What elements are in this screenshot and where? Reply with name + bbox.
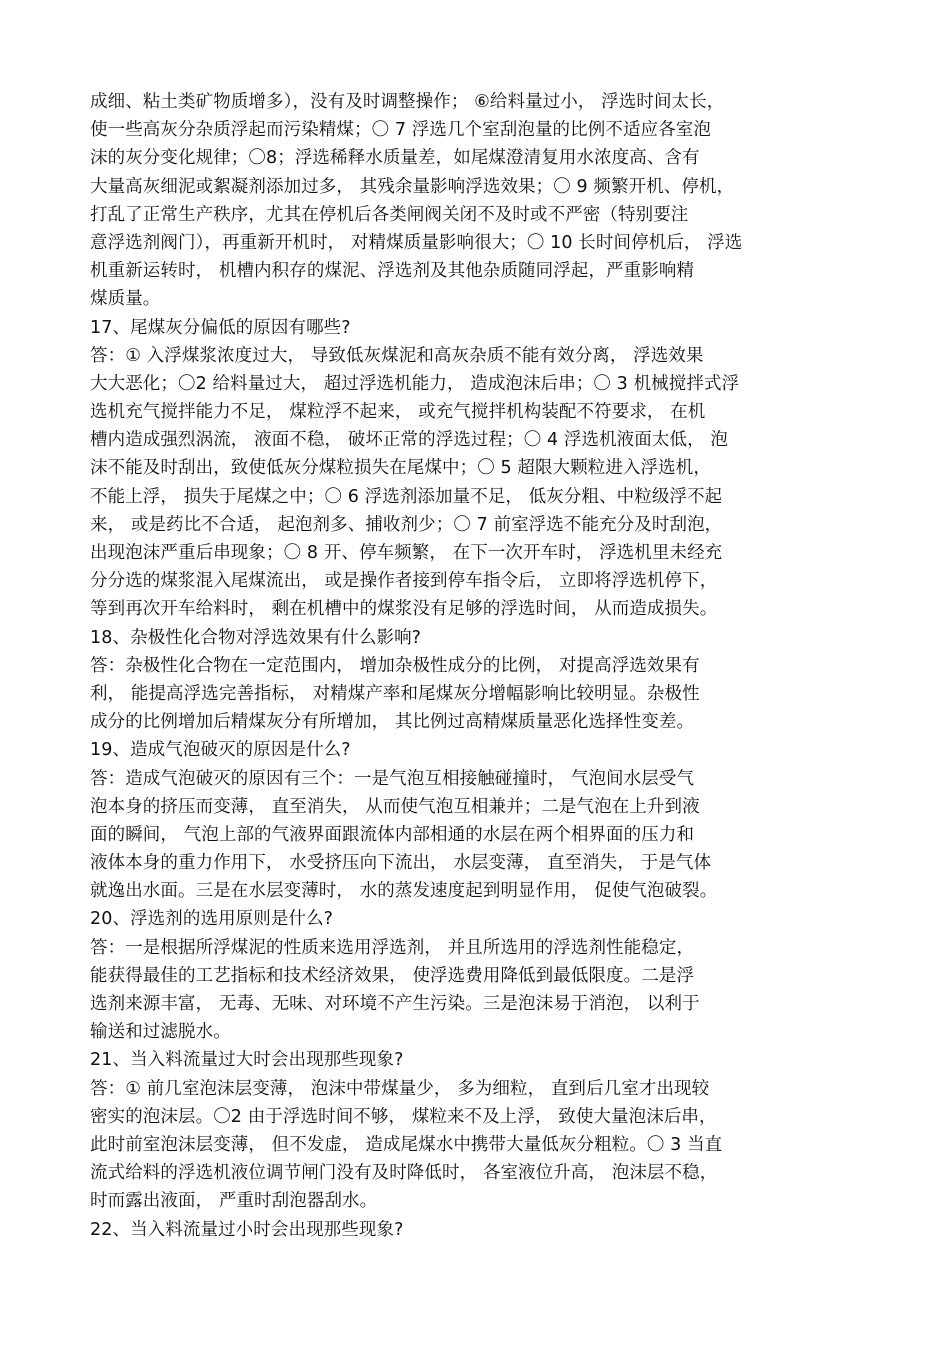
text-line: 沫的灰分变化规律；〇8；浮选稀释水质量差，如尾煤澄清复用水浓度高、含有 [90, 148, 700, 169]
text-line: 大大恶化；〇2 给料量过大， 超过浮选机能力， 造成泡沫后串；〇 3 机械搅拌式浮 [90, 373, 740, 394]
text-line: 利， 能提高浮选完善指标， 对精煤产率和尾煤灰分增幅影响比较明显。杂极性 [90, 683, 700, 704]
text-line: 出现泡沫严重后串现象；〇 8 开、停车频繁， 在下一次开车时， 浮选机里未经充 [90, 543, 723, 563]
text-line: 选剂来源丰富， 无毒、无味、对环境不产生污染。三是泡沫易于消泡， 以利于 [90, 994, 700, 1014]
text-line: 时而露出液面， 严重时刮泡器刮水。 [90, 1191, 378, 1212]
text-line: 等到再次开车给料时， 剩在机槽中的煤浆没有足够的浮选时间， 从而造成损失。 [90, 599, 718, 620]
question-heading: 17、尾煤灰分偏低的原因有哪些? [90, 317, 351, 338]
text-line: 煤质量。 [90, 289, 161, 310]
text-line: 答：杂极性化合物在一定范围内， 增加杂极性成分的比例， 对提高浮选效果有 [90, 655, 700, 676]
question-heading: 22、当入料流量过小时会出现那些现象? [90, 1219, 404, 1240]
text-line: 大量高灰细泥或絮凝剂添加过多， 其残余量影响浮选效果；〇 9 频繁开机、停机， [90, 176, 735, 197]
text-line: 能获得最佳的工艺指标和技术经济效果， 使浮选费用降低到最低限度。二是浮 [90, 965, 695, 986]
text-line: 槽内造成强烈涡流， 液面不稳， 破坏正常的浮选过程；〇 4 浮选机液面太低， 泡 [90, 430, 728, 451]
text-line: 液体本身的重力作用下， 水受挤压向下流出， 水层变薄， 直至消失， 于是气体 [90, 853, 712, 874]
text-line: 答：① 前几室泡沫层变薄， 泡沫中带煤量少， 多为细粒， 直到后几室才出现较 [90, 1078, 710, 1099]
text-line: 此时前室泡沫层变薄， 但不发虚， 造成尾煤水中携带大量低灰分粗粒。〇 3 当直 [90, 1134, 723, 1155]
text-line: 沫不能及时刮出，致使低灰分煤粒损失在尾煤中；〇 5 超限大颗粒进入浮选机， [90, 458, 711, 479]
text-line: 意浮选剂阀门），再重新开机时， 对精煤质量影响很大；〇 10 长时间停机后， 浮选 [90, 232, 743, 253]
text-line: 成细、粘土类矿物质增多），没有及时调整操作； ⑥给料量过小， 浮选时间太长， [90, 92, 725, 112]
question-heading: 20、浮选剂的选用原则是什么? [90, 909, 334, 930]
text-line: 打乱了正常生产秩序，尤其在停机后各类闸阀关闭不及时或不严密（特别要注 [90, 204, 689, 225]
document-body [90, 88, 870, 1244]
text-line: 成分的比例增加后精煤灰分有所增加， 其比例过高精煤质量恶化选择性变差。 [90, 712, 695, 733]
text-line: 就逸出水面。三是在水层变薄时， 水的蒸发速度起到明显作用， 促使气泡破裂。 [90, 881, 718, 902]
question-heading: 18、杂极性化合物对浮选效果有什么影响? [90, 627, 422, 648]
text-line: 泡本身的挤压而变薄， 直至消失， 从而使气泡互相兼并；二是气泡在上升到液 [90, 796, 700, 817]
text-line: 面的瞬间， 气泡上部的气液界面跟流体内部相通的水层在两个相界面的压力和 [90, 824, 695, 845]
text-line: 机重新运转时， 机槽内积存的煤泥、浮选剂及其他杂质随同浮起，严重影响精 [90, 261, 695, 282]
text-line: 不能上浮， 损失于尾煤之中；〇 6 浮选剂添加量不足， 低灰分粗、中粒级浮不起 [90, 486, 723, 507]
text-line: 来， 或是药比不合适， 起泡剂多、捕收剂少；〇 7 前室浮选不能充分及时刮泡， [90, 514, 723, 535]
text-line: 输送和过滤脱水。 [90, 1022, 231, 1043]
text-line: 答：造成气泡破灭的原因有三个：一是气泡互相接触碰撞时， 气泡间水层受气 [90, 768, 695, 789]
text-line: 答：① 入浮煤浆浓度过大， 导致低灰煤泥和高灰杂质不能有效分离， 浮选效果 [90, 345, 704, 366]
text-line: 答：一是根据所浮煤泥的性质来选用浮选剂， 并且所选用的浮选剂性能稳定， [90, 937, 695, 958]
text-line: 流式给料的浮选机液位调节闸门没有及时降低时， 各室液位升高， 泡沫层不稳， [90, 1163, 718, 1184]
question-heading: 19、造成气泡破灭的原因是什么? [90, 740, 351, 761]
text-line: 选机充气搅拌能力不足， 煤粒浮不起来， 或充气搅拌机构装配不符要求， 在机 [90, 402, 706, 423]
text-line: 使一些高灰分杂质浮起而污染精煤；〇 7 浮选几个室刮泡量的比例不适应各室泡 [90, 120, 711, 141]
question-heading: 21、当入料流量过大时会出现那些现象? [90, 1050, 404, 1071]
text-line: 分分选的煤浆混入尾煤流出， 或是操作者接到停车指令后， 立即将浮选机停下， [90, 571, 718, 592]
text-line: 密实的泡沫层。〇2 由于浮选时间不够， 煤粒来不及上浮， 致使大量泡沫后串， [90, 1106, 717, 1127]
